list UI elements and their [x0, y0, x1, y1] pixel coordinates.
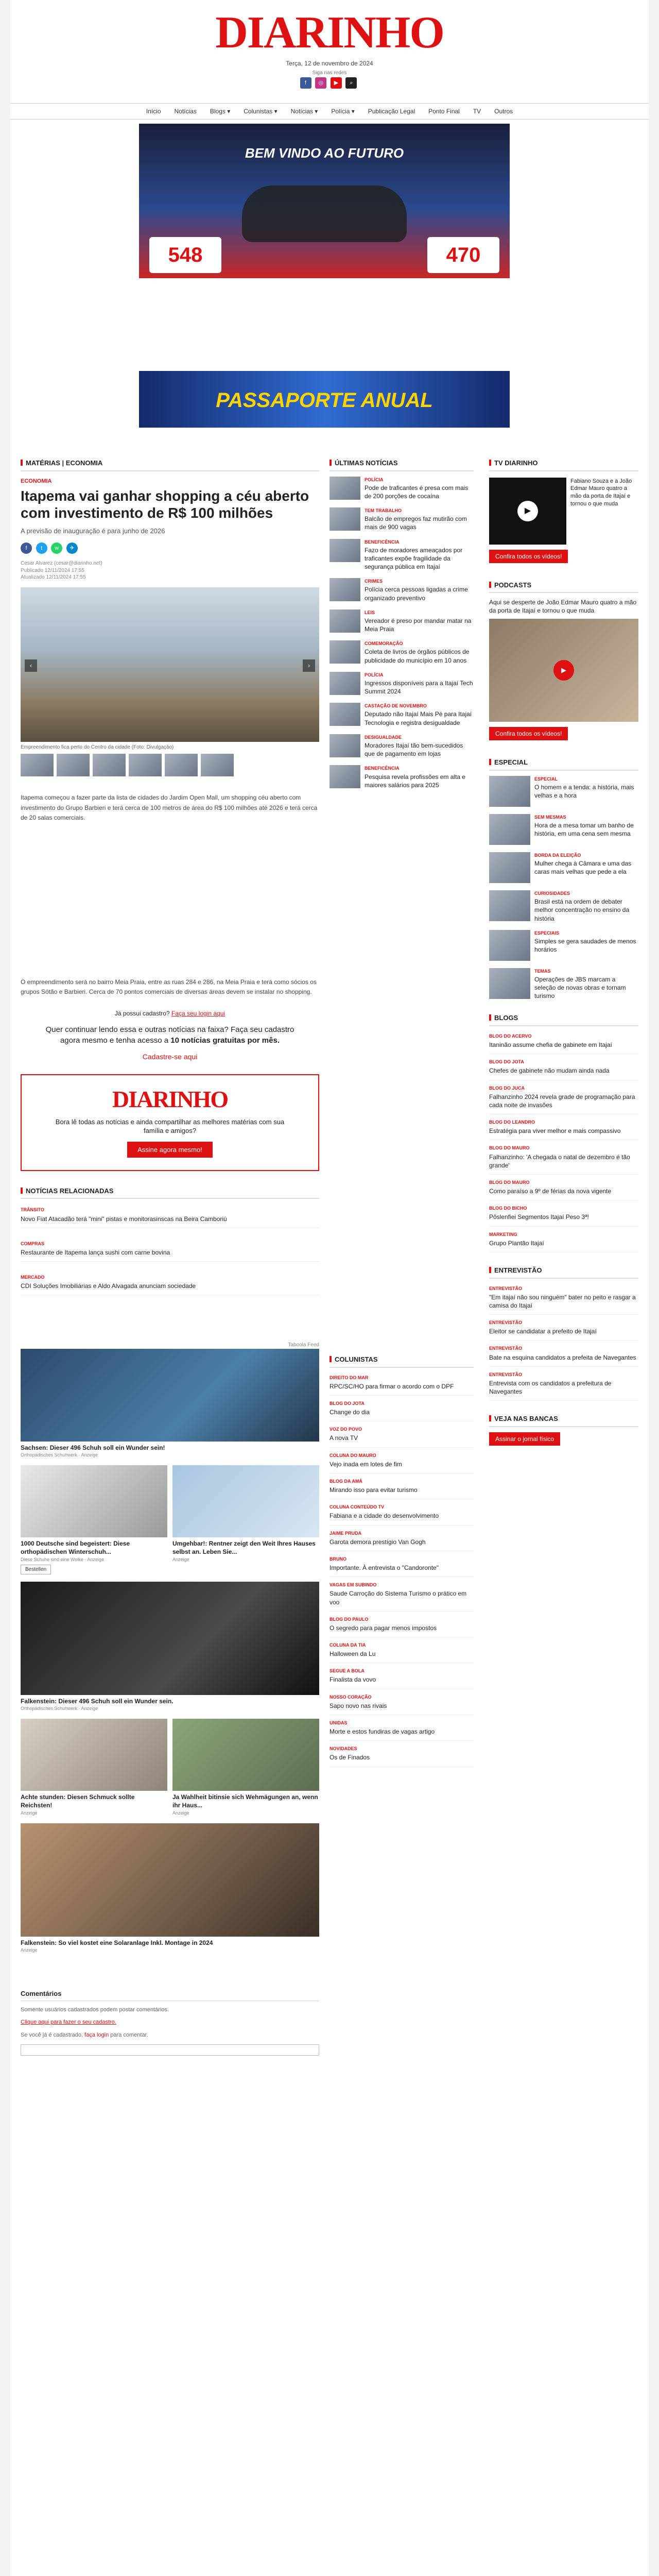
columnist-title: Mirando isso para evitar turismo: [330, 1486, 418, 1494]
news-tag: POLÍCIA: [365, 477, 384, 482]
interview-title: "Em itajaí não sou ninguém" bater no peito e rasgar a camisa do Itajaí: [489, 1293, 636, 1309]
tv-video[interactable]: [489, 478, 638, 545]
blog-title: Itaninão assume chefia de gabinete em Itajaí: [489, 1041, 612, 1049]
columnists: [330, 1355, 474, 1767]
news-tag: BENEFICÊNCIA: [365, 539, 400, 545]
sponsored-card[interactable]: [21, 1349, 319, 1458]
columnist-tag: VOZ DO POVO: [330, 1427, 362, 1432]
related-heading: NOTÍCIAS RELACIONADAS: [21, 1187, 319, 1199]
nav-item[interactable]: Início: [146, 108, 161, 115]
updated-date: Atualizado 12/11/2024 17:55: [21, 574, 86, 581]
tv-video-player[interactable]: [489, 478, 566, 545]
special-item[interactable]: [489, 890, 638, 923]
columnist-title: Sapo novo nas rivais: [330, 1702, 387, 1709]
news-thumb: [330, 734, 360, 757]
columnist-item[interactable]: [330, 1370, 474, 1396]
comments-note: Somente usuários cadastrados podem postar comentários.: [21, 2006, 169, 2013]
news-tag: BORDA DA ELEIÇÃO: [534, 853, 581, 858]
latest-item[interactable]: [330, 765, 474, 789]
news-tag: DESIGUALDADE: [365, 734, 402, 740]
sponsored-row: [21, 1465, 319, 1574]
related-list: [21, 1202, 319, 1295]
gallery-thumb[interactable]: [165, 754, 198, 776]
play-icon[interactable]: ▶: [517, 501, 538, 521]
nav-item[interactable]: Polícia ▾: [331, 108, 355, 115]
interview-heading: ENTREVISTÃO: [489, 1266, 638, 1279]
motorcycle-image: [242, 185, 407, 242]
news-thumb: [330, 578, 360, 601]
columnist-title: Garota demora prestígio Van Gogh: [330, 1538, 426, 1546]
subscribe-text: Bora lê todas as notícias e ainda compartilhar as melhores matérias com sua família e amigos?: [55, 1117, 285, 1135]
facebook-share-icon[interactable]: f: [21, 543, 32, 554]
news-thumb: [330, 539, 360, 562]
blog-tag: BLOG DO BICHO: [489, 1206, 527, 1211]
article-section: MATÉRIAS | ECONOMIA: [21, 459, 319, 471]
comments-heading: Comentários: [21, 1989, 319, 2001]
tv-all-videos-button[interactable]: Confira todos os vídeos!: [489, 550, 568, 563]
columnist-item[interactable]: [330, 1473, 474, 1499]
latest-item[interactable]: [330, 539, 474, 571]
latest-item[interactable]: [330, 477, 474, 501]
interview-item[interactable]: [489, 1341, 638, 1366]
interview-tag: ENTREVISTÃO: [489, 1285, 523, 1291]
motorola-banner[interactable]: [139, 124, 510, 278]
interview-item[interactable]: [489, 1367, 638, 1401]
news-thumb: [330, 672, 360, 695]
login-question: Já possui cadastro?: [114, 1010, 170, 1018]
published-date: Publicado 12/11/2024 17:55: [21, 567, 84, 573]
comments-login: [21, 2031, 319, 2039]
comments-section: [21, 1989, 319, 2056]
sponsored-image: [21, 1582, 319, 1695]
related-title: CDI Soluções Imobiliárias e Aldo Alvagada anunciam sociedade: [21, 1282, 196, 1290]
news-tag: TEM TRABALHO: [365, 508, 402, 514]
special-item[interactable]: [489, 776, 638, 807]
passaporte-banner[interactable]: [139, 371, 510, 428]
sponsored-image: [21, 1823, 319, 1937]
columnist-title: Finalista da vovo: [330, 1676, 376, 1684]
columnist-title: Os de Finados: [330, 1754, 370, 1761]
columnist-item[interactable]: [330, 1499, 474, 1525]
sponsored-caption: Achte stunden: Diesen Schmuck sollte Reichsten!: [21, 1793, 135, 1809]
columnists-list: [330, 1370, 474, 1767]
play-icon[interactable]: ▶: [553, 660, 574, 681]
news-tag: ESPECIAL: [534, 776, 558, 782]
blogs-heading: BLOGS: [489, 1013, 638, 1026]
blog-title: Pôslenfiei Segmentos Itajaí Peso 3ª!: [489, 1213, 589, 1221]
interview-title: Entrevista com os candidatos a prefeitura de Navegantes: [489, 1379, 612, 1396]
columnist-tag: BRUNO: [330, 1556, 346, 1562]
site-logo[interactable]: [10, 10, 649, 56]
bestellen-button[interactable]: Bestellen: [21, 1565, 51, 1574]
latest-item[interactable]: [330, 609, 474, 634]
sponsored-card[interactable]: [21, 1582, 319, 1711]
news-tag: BENEFICÊNCIA: [365, 766, 400, 771]
sponsored-card[interactable]: [172, 1719, 319, 1816]
news-tag: CRIMES: [365, 579, 383, 584]
article-lead: A previsão de inauguração é para junho de 2026: [21, 527, 165, 535]
latest-heading: ÚLTIMAS NOTÍCIAS: [330, 459, 474, 471]
news-title: Ingressos disponíveis para a Itajaí Tech Summit 2024: [365, 679, 473, 696]
nav-item[interactable]: Notícias: [174, 108, 197, 115]
blog-tag: BLOG DO LEANDRO: [489, 1120, 535, 1125]
comments-register-link[interactable]: Clique aqui para fazer o seu cadastro.: [21, 2019, 116, 2026]
taboola-label: Taboola Feed: [288, 1342, 319, 1348]
columnist-item[interactable]: [330, 1421, 474, 1447]
comment-input[interactable]: [21, 2044, 319, 2056]
youtube-icon[interactable]: ▶: [331, 77, 342, 89]
news-title: Vereador é preso por mandar matar na Meia Praia: [365, 617, 472, 633]
related-tag: COMPRAS: [21, 1241, 45, 1246]
nav-item[interactable]: Publicação Legal: [368, 108, 415, 115]
news-title: Polícia cerca pessoas ligadas a crime organizado preventivo: [365, 586, 468, 602]
instagram-icon[interactable]: ◎: [315, 77, 326, 89]
news-title: Balcão de empregos faz mutirão com mais de 900 vagas: [365, 515, 467, 531]
blog-item[interactable]: [489, 1227, 638, 1252]
next-arrow-icon[interactable]: ›: [303, 659, 315, 672]
columnist-tag: NOVIDADES: [330, 1746, 357, 1752]
blog-item[interactable]: [489, 1114, 638, 1140]
ad-placeholder: [21, 823, 319, 977]
podcast-heading: PODCASTS: [489, 581, 638, 594]
blog-tag: BLOG DO MAURO: [489, 1145, 530, 1151]
gallery-thumb[interactable]: [21, 754, 54, 776]
related-item[interactable]: [21, 1202, 319, 1228]
news-title: O homem e a tenda: a história, mais velhas e a hora: [534, 784, 634, 800]
share-buttons: [21, 543, 319, 554]
news-tag: COMEMORAÇÃO: [365, 641, 403, 647]
telegram-share-icon[interactable]: ✈: [66, 543, 78, 554]
news-title: Moradores Itajaí tão bem-sucedidos que de pagamento em lojas: [365, 742, 463, 758]
columnist-item[interactable]: [330, 1689, 474, 1715]
comments-login-link[interactable]: faça login: [84, 2032, 109, 2039]
columnist-tag: BLOG DA AMÁ: [330, 1478, 362, 1484]
columnist-tag: COLUNA DO MAURO: [330, 1452, 376, 1458]
latest-list: [330, 477, 474, 789]
interview-tag: ENTREVISTÃO: [489, 1371, 523, 1377]
blog-tag: MARKETING: [489, 1231, 517, 1237]
sponsored-card[interactable]: [172, 1465, 319, 1574]
columnist-item[interactable]: [330, 1715, 474, 1741]
related-title: Novo Fiat Atacadão terá "mini" pistas e monitorasinscas na Beira Camboriú: [21, 1215, 227, 1223]
news-thumb: [330, 507, 360, 531]
whatsapp-share-icon[interactable]: w: [51, 543, 62, 554]
columnist-item[interactable]: [330, 1663, 474, 1689]
columnist-title: Morte e estos fundiras de vagas artigo: [330, 1728, 435, 1736]
gallery-thumbs: [21, 754, 319, 776]
news-title: Mulher chega à Câmara e uma das caras mais velhas que pede a ela: [534, 860, 632, 876]
blog-item[interactable]: [489, 1140, 638, 1175]
tv-heading: TV DIARINHO: [489, 459, 638, 471]
register-link[interactable]: Cadastre-se aqui: [142, 1052, 198, 1061]
sponsored-card[interactable]: [21, 1823, 319, 1953]
columnist-title: Vejo inada em lotes de fim: [330, 1460, 402, 1468]
related-title: Restaurante de Itapema lança sushi com carne bovina: [21, 1248, 170, 1256]
blog-title: Estratégia para viver melhor e mais compassivo: [489, 1127, 621, 1135]
twitter-share-icon[interactable]: t: [36, 543, 47, 554]
news-thumb: [330, 703, 360, 726]
columnist-item[interactable]: [330, 1448, 474, 1473]
bancas-heading: VEJA NAS BANCAS: [489, 1414, 638, 1427]
blog-tag: BLOG DO ACERVO: [489, 1033, 532, 1039]
logo-text: DIARINHO: [215, 8, 444, 58]
columnist-tag: SEGUE A BOLA: [330, 1668, 365, 1674]
nav-item[interactable]: Colunistas ▾: [244, 108, 278, 115]
related-tag: MERCADO: [21, 1275, 45, 1280]
paywall-cta: [21, 1025, 319, 1046]
sponsored-source: Orthopädisches Schuhwerk · Anzeige: [21, 1452, 98, 1458]
blog-title: Falhanzinho 2024 revela grade de programação para cada noite de invasões: [489, 1093, 635, 1109]
passaporte-text: PASSAPORTE ANUAL: [216, 389, 433, 412]
interview-tag: ENTREVISTÃO: [489, 1320, 523, 1326]
sponsored-image: [21, 1719, 167, 1791]
search-icon[interactable]: ⌕: [345, 77, 357, 89]
special-heading: ESPECIAL: [489, 758, 638, 771]
article: [21, 459, 319, 2056]
sponsored-image: [172, 1465, 319, 1537]
latest-item[interactable]: [330, 507, 474, 532]
blog-item[interactable]: [489, 1175, 638, 1200]
sponsored-caption: 1000 Deutsche sind begeistert: Diese orthopädischen Winterschuh...: [21, 1540, 130, 1556]
cta-text: Quer continuar lendo essa e outras notícias na faixa? Faça seu cadastro agora mesmo e tenha acesso a: [45, 1025, 294, 1045]
podcast-all-videos-button[interactable]: Confira todos os vídeos!: [489, 727, 568, 740]
subscribe-box: [21, 1074, 319, 1171]
columnist-item[interactable]: [330, 1551, 474, 1577]
news-thumb: [489, 852, 530, 883]
columnist-title: Fabiana e a cidade do desenvolvimento: [330, 1512, 439, 1520]
subscribe-button[interactable]: Assine agora mesmo!: [127, 1142, 213, 1158]
columnist-item[interactable]: [330, 1396, 474, 1421]
columnist-title: A nova TV: [330, 1434, 358, 1442]
main-nav: [10, 103, 649, 120]
sponsored-card[interactable]: [21, 1719, 167, 1816]
interview-title: Bate na esquina candidatos a prefeita de Navegantes: [489, 1353, 636, 1361]
price-right: 470: [427, 237, 499, 273]
columnist-tag: DIREITO DO MAR: [330, 1375, 369, 1380]
article-kicker: ECONOMIA: [21, 478, 52, 484]
columnist-item[interactable]: [330, 1637, 474, 1663]
sponsored-row: [21, 1719, 319, 1816]
podcast-video[interactable]: [489, 619, 638, 722]
price-left: 548: [149, 237, 221, 273]
columnist-item[interactable]: [330, 1741, 474, 1767]
columnist-title: Saude Carroção do Sistema Turismo o prático em voo: [330, 1590, 467, 1606]
related-tag: TRÂNSITO: [21, 1207, 44, 1213]
news-thumb: [489, 814, 530, 845]
facebook-icon[interactable]: f: [300, 77, 311, 89]
columnist-tag: COLUNA CONTEÚDO TV: [330, 1504, 385, 1510]
sponsored-image: [172, 1719, 319, 1791]
news-title: Simples se gera saudades de menos horários: [534, 937, 636, 954]
gallery-thumb[interactable]: [201, 754, 234, 776]
nav-item[interactable]: Notícias ▾: [290, 108, 318, 115]
interview-tag: ENTREVISTÃO: [489, 1346, 523, 1351]
news-title: Hora de a mesa tomar um banho de história, em uma cena sem mesma: [534, 822, 634, 838]
news-thumb: [489, 968, 530, 999]
sponsored-source: Anzeige: [172, 1810, 189, 1816]
latest-item[interactable]: [330, 672, 474, 696]
news-title: Brasil está na ordem de debater melhor concentração no ensino da história: [534, 898, 630, 922]
bancas-button[interactable]: Assinar o jornal físico: [489, 1432, 560, 1446]
columnist-tag: COLUNA DA TIA: [330, 1642, 366, 1648]
sponsored-image: [21, 1465, 167, 1537]
columnist-item[interactable]: [330, 1526, 474, 1551]
right-column: [489, 459, 638, 1446]
columnist-title: O segredo para pagar menos impostos: [330, 1624, 437, 1632]
special-item[interactable]: [489, 852, 638, 883]
header-social: [283, 77, 376, 89]
sponsored-image: [21, 1349, 319, 1442]
blog-item[interactable]: [489, 1080, 638, 1115]
nav-item[interactable]: Blogs ▾: [210, 108, 231, 115]
blog-item[interactable]: [489, 1028, 638, 1054]
special-list: [489, 776, 638, 1000]
related-item[interactable]: [21, 1228, 319, 1262]
sponsored-source: Orthopädisches Schuhwerk · Anzeige: [21, 1705, 98, 1711]
related-item[interactable]: [21, 1262, 319, 1295]
news-title: Pode de traficantes é presa com mais de 200 porções de cocaína: [365, 484, 469, 500]
news-tag: POLÍCIA: [365, 672, 384, 677]
news-tag: TEMAS: [534, 968, 551, 974]
latest-item[interactable]: [330, 734, 474, 758]
gallery-thumb[interactable]: [129, 754, 162, 776]
columnist-title: RPC/SC/HO para firmar o acordo com o DPF: [330, 1382, 454, 1390]
byline: Cesar Alvarez (cesar@diarinho.net): [21, 561, 102, 567]
comments-login-tail: para comentar.: [110, 2032, 148, 2039]
blog-item[interactable]: [489, 1054, 638, 1080]
gallery-thumb[interactable]: [57, 754, 90, 776]
columnists-heading: COLUNISTAS: [330, 1355, 474, 1368]
sponsored-source: Anzeige: [172, 1556, 189, 1562]
article-title: Itapema vai ganhar shopping a céu aberto com investimento de R$ 100 milhões: [21, 488, 309, 521]
special-item[interactable]: [489, 814, 638, 845]
article-paragraph: Itapema começou a fazer parte da lista de cidades do Jardim Open Mall, um shopping céu aberto com investimento do Grupo Barbieri e terá cerca de 100 metros de área do R$ 100 milhões até 2026 e terá cerca de 20 salas comerciais.: [21, 794, 318, 821]
news-thumb: [489, 776, 530, 807]
columnist-title: Change do dia: [330, 1409, 370, 1416]
article-photo[interactable]: [21, 587, 319, 742]
sponsored-source: Anzeige: [21, 1810, 38, 1816]
news-title: Deputado não Itajaí Mais Pé para Itajaí Tecnologia e registra desigualdade: [365, 710, 472, 726]
special-item[interactable]: [489, 930, 638, 961]
news-thumb: [330, 640, 360, 664]
columnist-title: Importante. À entrevista o "Candoronte": [330, 1564, 439, 1571]
interview-item[interactable]: [489, 1281, 638, 1315]
news-tag: CURIOSIDADES: [534, 891, 570, 896]
photo-caption: Empreendimento fica perto do Centro da cidade (Foto: Divulgação): [21, 744, 174, 750]
news-tag: LEIS: [365, 609, 375, 615]
latest-news: [330, 459, 474, 796]
social-label: Siga nas redes: [312, 70, 347, 76]
special-item[interactable]: [489, 968, 638, 1001]
news-thumb: [489, 890, 530, 921]
podcast-caption: Aqui se desperte de João Edmar Mauro quatro a mão da porta de Itajaí e tornou o que muda: [489, 599, 637, 615]
news-thumb: [489, 930, 530, 961]
subscribe-logo: DIARINHO: [112, 1086, 228, 1112]
columnist-tag: NOSSO CORAÇÃO: [330, 1694, 372, 1700]
columnist-title: Halloween da Lu: [330, 1650, 376, 1658]
news-thumb: [330, 609, 360, 633]
banner-headline: BEM VINDO AO FUTURO: [245, 145, 404, 161]
sponsored-source: Diese Schuhe sind eine Wolke · Anzeige: [21, 1556, 104, 1562]
columnist-tag: VAGAS EM SUBINDO: [330, 1582, 377, 1588]
columnist-tag: BLOG DO PAULO: [330, 1616, 369, 1622]
blog-title: Chefes de gabinete não mudam ainda nada: [489, 1067, 610, 1075]
columnist-item[interactable]: [330, 1577, 474, 1612]
blog-title: Como paraíso a 9º de férias da nova vigente: [489, 1188, 612, 1195]
sponsored-caption: Umgehbar!: Rentner zeigt den Weit Ihres Hauses selbst an. Leben Sie...: [172, 1540, 316, 1556]
interview-item[interactable]: [489, 1315, 638, 1341]
columnist-tag: JAIME PRUDA: [330, 1530, 362, 1536]
sponsored-source: Anzeige: [21, 1947, 38, 1953]
blog-title: Grupo Plantão Itajaí: [489, 1239, 544, 1247]
sponsored-caption: Ja Wahlheit bitinsie sich Wehmägungen an, wenn ihr Haus...: [172, 1793, 318, 1809]
columnist-tag: BLOG DO JOTA: [330, 1400, 365, 1406]
sponsored-caption: Falkenstein: Dieser 496 Schuh soll ein Wunder sein.: [21, 1697, 174, 1705]
article-paragraph: O empreendimento será no bairro Meia Praia, entre as ruas 284 e 286, na Meia Praia e terá como sócios os grupos Sótão e Barbieri. Cerca de 70 pontos comerciais de diversas áreas devem se instalar no shopping.: [21, 978, 317, 996]
blog-title: Falhanzinho: 'A chegada o natal de dezembro é tão grande': [489, 1153, 630, 1169]
tv-caption: Fabiano Souza e a João Edmar Mauro quatro a mão da porta de Itajaí e tornou o que muda: [570, 478, 632, 507]
blog-item[interactable]: [489, 1200, 638, 1226]
columnist-item[interactable]: [330, 1612, 474, 1637]
news-title: Fazo de moradores ameaçados por traficantes expõe fragilidade da segurança pública em Itajaí: [365, 546, 463, 571]
news-thumb: [330, 477, 360, 500]
news-tag: SEM MESMAS: [534, 815, 566, 820]
interview-title: Eleitor se candidatar a prefeito de Itajaí: [489, 1328, 597, 1335]
latest-item[interactable]: [330, 578, 474, 602]
nav-item[interactable]: Outros: [494, 108, 513, 115]
news-tag: CASTAÇÃO DE NOVEMBRO: [365, 703, 427, 709]
sponsored-card[interactable]: [21, 1465, 167, 1574]
blog-tag: BLOG DO MAURO: [489, 1179, 530, 1185]
nav-item[interactable]: TV: [473, 108, 481, 115]
comments-login-text: Se você já é cadastrado,: [21, 2032, 83, 2039]
columnist-tag: UNIDAS: [330, 1720, 348, 1725]
header-date: Terça, 12 de novembro de 2024: [286, 60, 373, 67]
news-title: Operações de JBS marcam a seleção de novas obras e tornam turismo: [534, 975, 626, 1000]
blog-tag: BLOG DO JOTA: [489, 1059, 524, 1065]
nav-item[interactable]: Ponto Final: [428, 108, 460, 115]
prev-arrow-icon[interactable]: ‹: [25, 659, 37, 672]
interview-list: [489, 1281, 638, 1401]
blogs-list: [489, 1028, 638, 1252]
login-link[interactable]: Faça seu login aqui: [171, 1010, 226, 1018]
gallery-thumb[interactable]: [93, 754, 126, 776]
sponsored-caption: Sachsen: Dieser 496 Schuh soll ein Wunder sein!: [21, 1444, 165, 1451]
latest-item[interactable]: [330, 640, 474, 665]
news-tag: ESPECIAIS: [534, 930, 560, 936]
sponsored-caption: Falkenstein: So viel kostet eine Solaranlage Inkl. Montage in 2024: [21, 1939, 213, 1946]
news-thumb: [330, 765, 360, 788]
cta-bold: 10 notícias gratuitas por mês.: [170, 1036, 280, 1045]
login-prompt: [21, 1009, 319, 1018]
blog-tag: BLOG DO JUCA: [489, 1085, 525, 1091]
news-title: Pesquisa revela profissões em alta e maiores salários para 2025: [365, 773, 466, 789]
latest-item[interactable]: [330, 703, 474, 727]
news-title: Coleta de livros de órgãos públicos de publicidade do município em 10 anos: [365, 648, 470, 664]
